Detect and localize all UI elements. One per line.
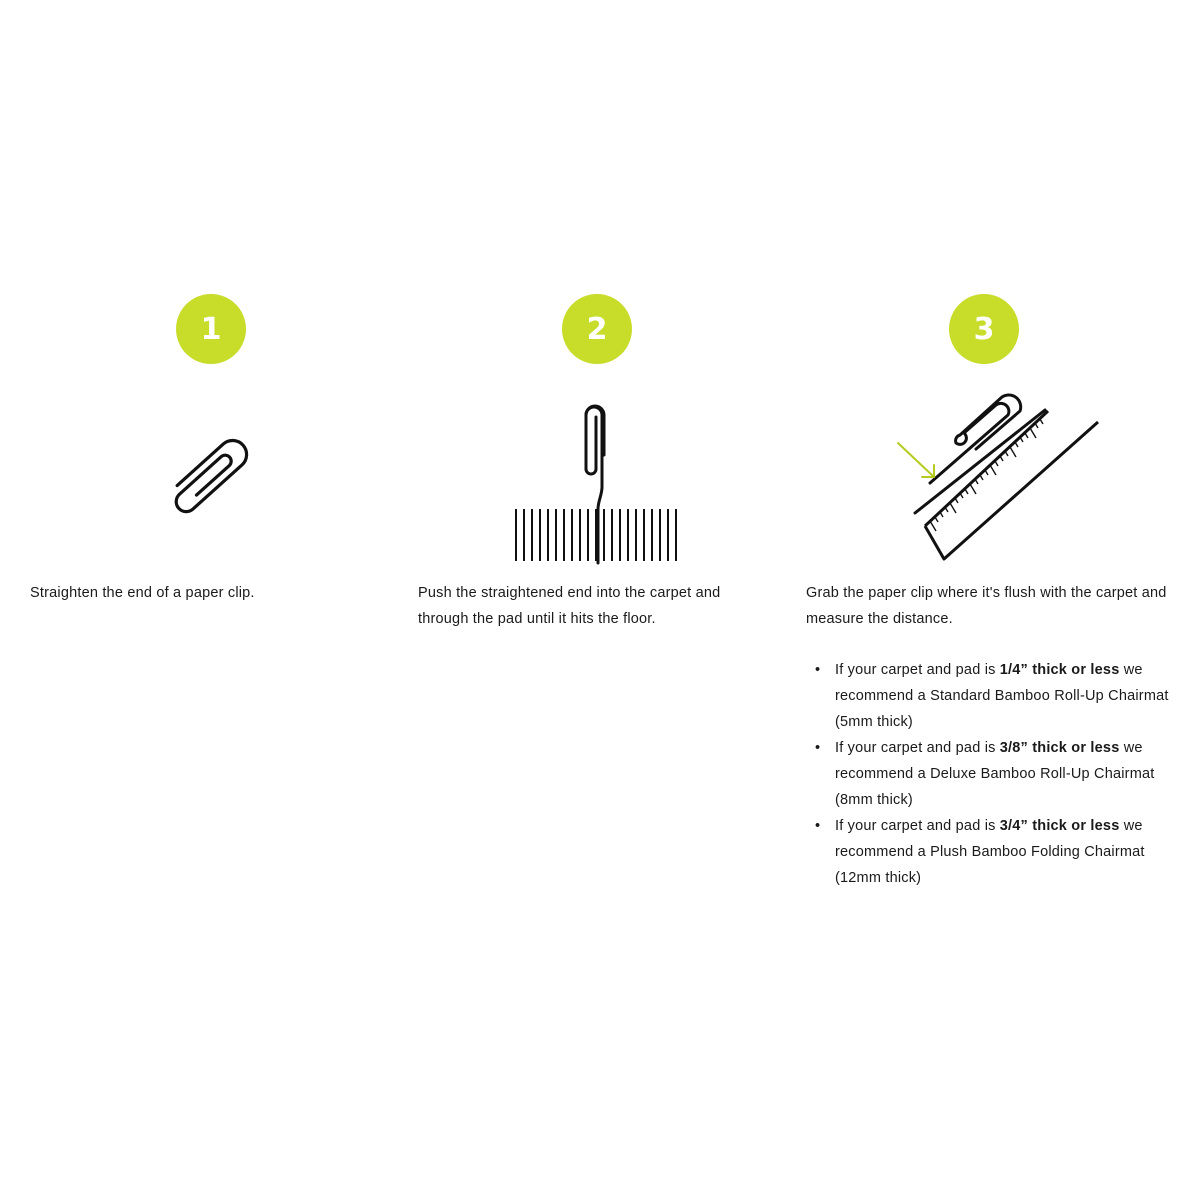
ruler-ticks [930,419,1043,531]
step-number: 2 [586,311,608,347]
recommendation-prefix: If your carpet and pad is [835,818,1000,834]
step-number: 3 [973,311,995,347]
bullet-icon: • [815,740,821,756]
step-number-badge [949,294,1019,364]
step-description: Push the straightened end into the carpet and through the pad until it hits the floor. [418,585,721,627]
bullet-icon: • [815,818,821,834]
recommendation-prefix: If your carpet and pad is [835,740,1000,756]
carpet-surface-line [915,410,1045,513]
step-description: Grab the paper clip where it's flush with the carpet and measure the distance. [806,585,1167,627]
recommendation-list [806,657,1176,891]
recommendation-thickness: 1/4” thick or less [999,662,1120,678]
paper-clip-ruler-measure-icon [890,385,1110,565]
step-2 [400,0,800,1200]
step-3 [800,0,1200,1200]
step-description: Straighten the end of a paper clip. [30,585,255,601]
recommendation-thickness: 3/4” thick or less [999,818,1120,834]
step-number-badge [562,294,632,364]
recommendation-item [806,657,1176,735]
step-number: 1 [200,311,222,347]
step-number-badge [176,294,246,364]
arrow-icon [898,443,934,477]
recommendation-suffix: we recommend a Standard Bamboo Roll-Up Chairmat (5mm thick) [835,662,1169,730]
carpet-fibers [516,509,676,561]
paper-clip-in-carpet-icon [500,395,700,567]
recommendation-prefix: If your carpet and pad is [835,662,1000,678]
recommendation-suffix: we recommend a Deluxe Bamboo Roll-Up Chairmat (8mm thick) [835,740,1155,808]
recommendation-suffix: we recommend a Plush Bamboo Folding Chairmat (12mm thick) [835,818,1145,886]
recommendation-item [806,735,1176,813]
paper-clip-icon [150,420,270,530]
recommendation-thickness: 3/8” thick or less [999,740,1120,756]
step-1 [0,0,400,1200]
bullet-icon: • [815,662,821,678]
recommendation-item [806,813,1176,891]
